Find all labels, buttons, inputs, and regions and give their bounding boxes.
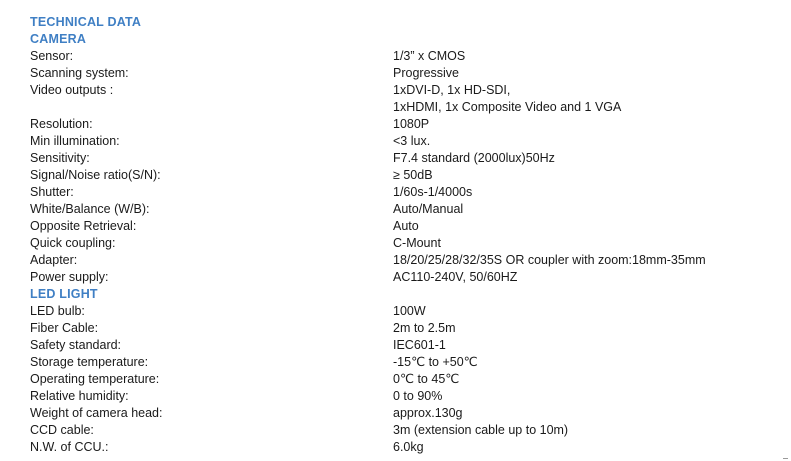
spec-value: 0 to 90% [393,389,443,403]
spec-value: approx.130g [393,406,463,420]
spec-value: 1080P [393,117,430,131]
spec-label: CCD cable: [30,423,94,437]
spec-value: C-Mount [393,236,441,250]
spec-value: 2m to 2.5m [393,321,456,335]
spec-label: Min illumination: [30,134,120,148]
document-title: TECHNICAL DATA [30,15,142,29]
spec-label: Safety standard: [30,338,122,352]
page-corner-mark [783,458,788,459]
spec-value: Auto/Manual [393,202,464,216]
spec-value: 1/3” x CMOS [393,49,466,63]
spec-label: Fiber Cable: [30,321,99,335]
spec-label: White/Balance (W/B): [30,202,150,216]
spec-label: Sensor: [30,49,74,63]
spec-label: Storage temperature: [30,355,149,369]
spec-value: 3m (extension cable up to 10m) [393,423,569,437]
spec-label: Signal/Noise ratio(S/N): [30,168,161,182]
spec-value: Progressive [393,66,459,80]
spec-label: Weight of camera head: [30,406,163,420]
spec-label: Operating temperature: [30,372,160,386]
spec-label: Opposite Retrieval: [30,219,137,233]
spec-value: AC110-240V, 50/60HZ [393,270,518,284]
section-heading-led-light: LED LIGHT [30,287,98,301]
spec-label: Sensitivity: [30,151,90,165]
spec-value: 6.0kg [393,440,424,454]
spec-value: 1/60s-1/4000s [393,185,473,199]
spec-value: 18/20/25/28/32/35S OR coupler with zoom:18mm-35mm [393,253,706,267]
spec-label: N.W. of CCU.: [30,440,109,454]
spec-label: Resolution: [30,117,93,131]
spec-value: F7.4 standard (2000lux)50Hz [393,151,555,165]
spec-label: Video outputs : [30,83,114,97]
spec-label: Quick coupling: [30,236,116,250]
spec-value: 0℃ to 45℃ [393,372,460,386]
spec-value: 1xHDMI, 1x Composite Video and 1 VGA [393,100,622,114]
spec-label: Power supply: [30,270,109,284]
spec-label: Scanning system: [30,66,129,80]
spec-label: LED bulb: [30,304,85,318]
spec-value: -15℃ to +50℃ [393,355,478,369]
spec-value: ≥ 50dB [393,168,433,182]
spec-label: Shutter: [30,185,74,199]
spec-label: Adapter: [30,253,78,267]
spec-value: 1xDVI-D, 1x HD-SDI, [393,83,511,97]
spec-value: IEC601-1 [393,338,446,352]
spec-value: Auto [393,219,419,233]
spec-value: 100W [393,304,426,318]
spec-label: Relative humidity: [30,389,129,403]
spec-value: <3 lux. [393,134,431,148]
section-heading-camera: CAMERA [30,32,87,46]
